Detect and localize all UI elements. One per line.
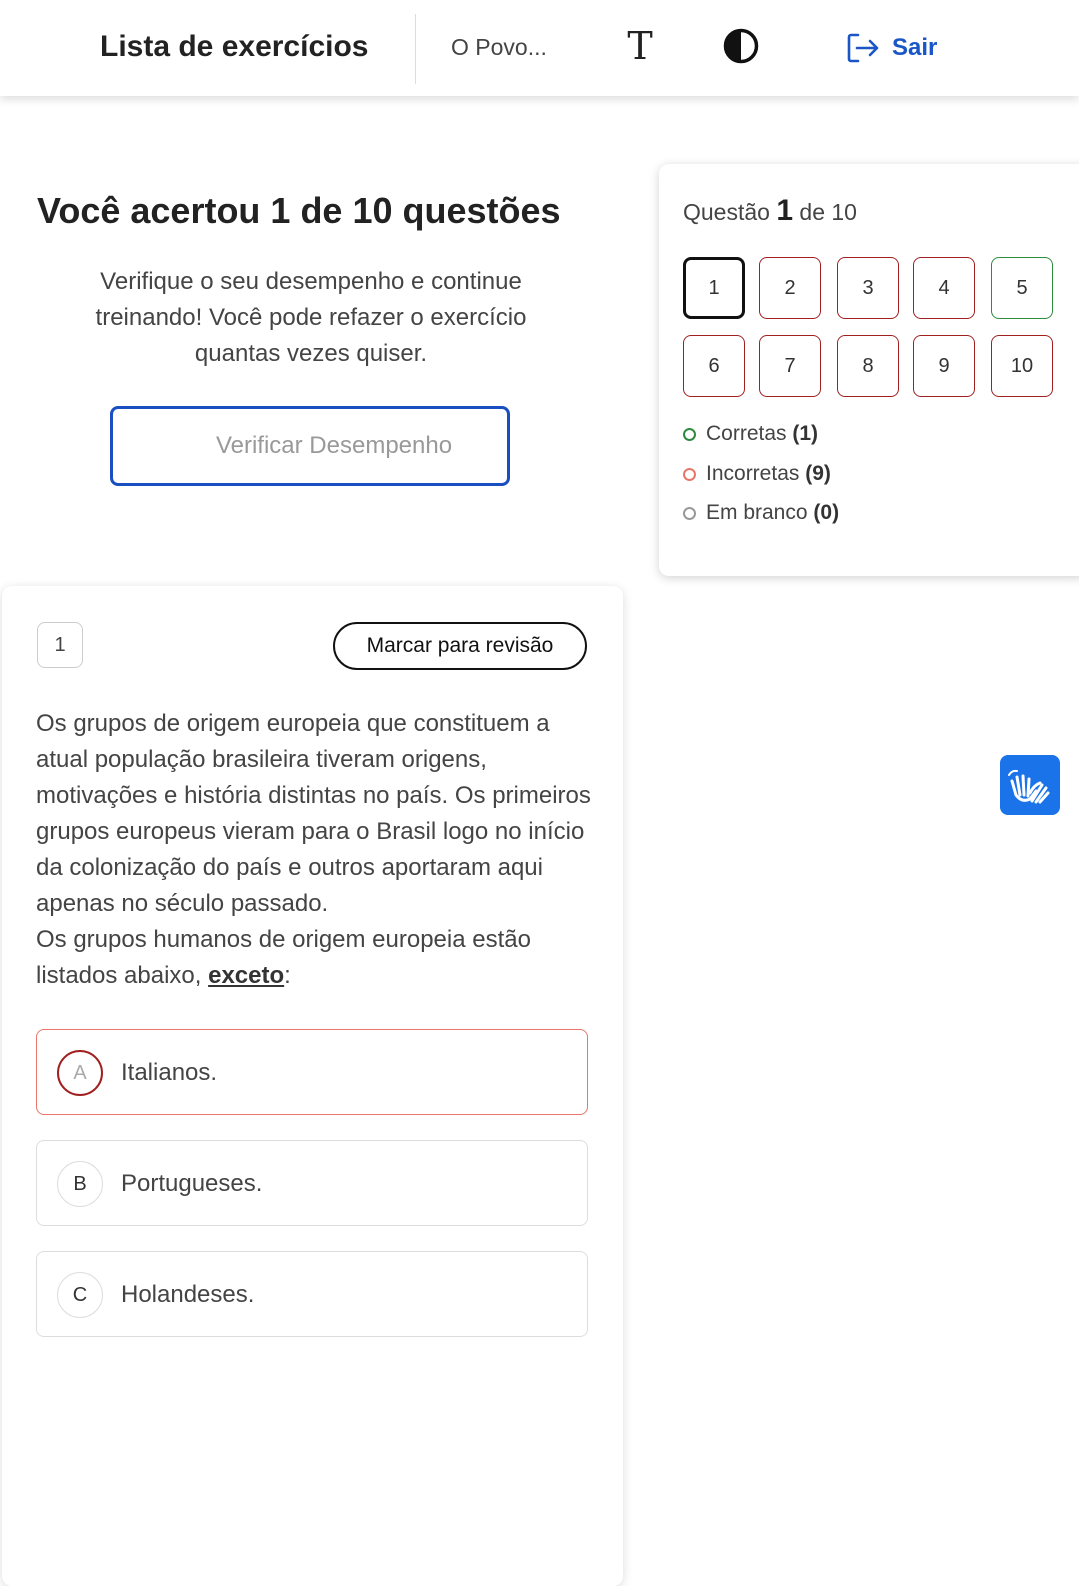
question-nav-button[interactable]: 7 — [759, 335, 821, 397]
navigator-current: 1 — [776, 194, 794, 227]
legend-label: Incorretas — [706, 462, 800, 485]
legend-count: (1) — [792, 422, 819, 445]
option-letter: B — [57, 1161, 103, 1207]
navigator-prefix: Questão — [683, 199, 770, 225]
question-navigator — [659, 164, 1079, 576]
question-nav-button[interactable]: 6 — [683, 335, 745, 397]
question-nav-button[interactable]: 8 — [837, 335, 899, 397]
legend-blank — [683, 501, 839, 525]
option-letter: C — [57, 1272, 103, 1318]
result-title: Você acertou 1 de 10 questões — [37, 190, 561, 231]
question-nav-button[interactable]: 5 — [991, 257, 1053, 319]
question-statement — [36, 706, 592, 994]
logout-button[interactable] — [846, 30, 937, 66]
legend-count: (0) — [813, 501, 840, 524]
question-nav-button[interactable]: 10 — [991, 335, 1053, 397]
top-bar — [0, 0, 1079, 96]
logout-label: Sair — [892, 34, 938, 61]
question-nav-button[interactable]: 2 — [759, 257, 821, 319]
option-letter: A — [57, 1050, 103, 1096]
prompt-end: : — [284, 962, 291, 989]
prompt-text: Os grupos humanos de origem europeia estão listados abaixo, — [36, 926, 531, 989]
answer-option-b[interactable] — [36, 1140, 588, 1226]
header-divider — [415, 14, 416, 84]
question-nav-button[interactable]: 1 — [683, 257, 745, 319]
navigator-heading — [683, 194, 857, 228]
course-title[interactable]: O Povo... — [451, 34, 547, 60]
option-text: Portugueses. — [121, 1170, 263, 1197]
question-nav-button[interactable]: 4 — [913, 257, 975, 319]
question-nav-button[interactable]: 3 — [837, 257, 899, 319]
legend-correct — [683, 422, 818, 446]
sign-language-button[interactable] — [1000, 755, 1060, 815]
question-paragraph: Os grupos de origem europeia que constituem a atual população brasileira tiveram origens, motivações e história distintas no país. Os primeiros grupos europeus vieram para o Brasil logo no início da colonização do país e outros aportaram aqui apenas no século passado. — [36, 710, 591, 917]
incorrect-dot-icon — [683, 468, 696, 481]
navigator-suffix: de 10 — [799, 199, 857, 225]
sign-language-icon — [1000, 755, 1060, 815]
logout-icon — [846, 32, 880, 64]
option-text: Holandeses. — [121, 1281, 255, 1308]
prompt-emphasis: exceto — [208, 962, 285, 989]
question-nav-button[interactable]: 9 — [913, 335, 975, 397]
legend-label: Em branco — [706, 501, 808, 524]
legend-label: Corretas — [706, 422, 787, 445]
answer-option-c[interactable] — [36, 1251, 588, 1337]
verify-performance-button[interactable]: Verificar Desempenho — [110, 406, 510, 486]
question-card — [2, 586, 623, 1586]
option-text: Italianos. — [121, 1059, 218, 1086]
legend-count: (9) — [805, 462, 831, 485]
contrast-icon[interactable] — [723, 28, 759, 64]
app-title: Lista de exercícios — [100, 30, 369, 63]
result-description: Verifique o seu desempenho e continue treinando! Você pode refazer o exercício quantas vezes quiser. — [95, 268, 527, 367]
mark-for-review-button[interactable]: Marcar para revisão — [333, 622, 587, 670]
correct-dot-icon — [683, 428, 696, 441]
legend-incorrect — [683, 462, 831, 486]
text-size-icon[interactable]: T — [627, 24, 653, 68]
question-number: 1 — [37, 622, 83, 668]
answer-option-a[interactable] — [36, 1029, 588, 1115]
question-prompt — [36, 922, 592, 994]
blank-dot-icon — [683, 507, 696, 520]
